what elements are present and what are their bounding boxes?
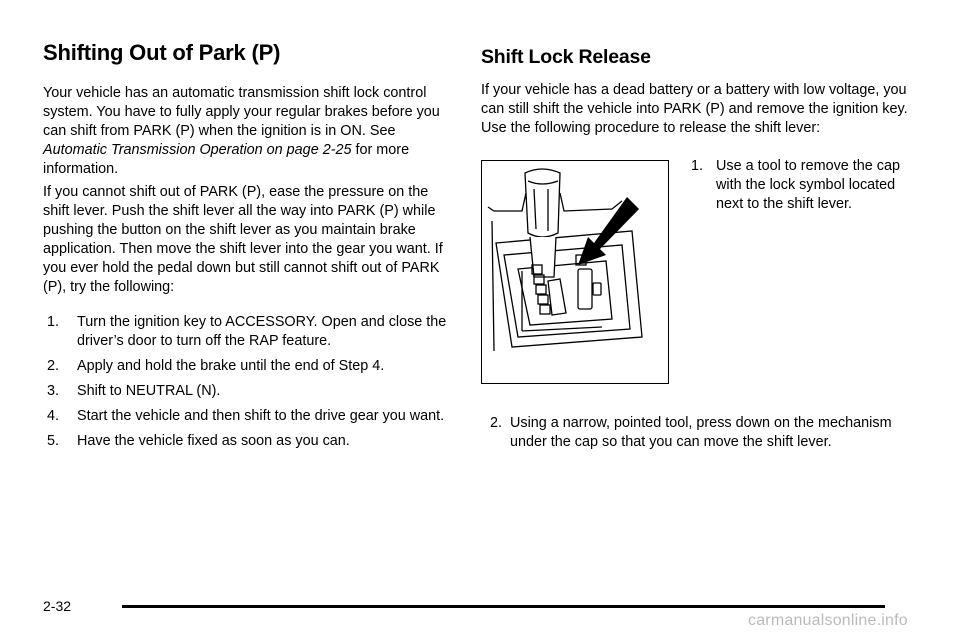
park-steps-list [43,313,453,457]
intro-text-end: for more information. [43,142,410,177]
step-number: 1. [47,314,60,330]
release-step-2 [490,414,900,452]
step-text: Apply and hold the brake until the end of Step 4. [77,358,385,374]
release-intro-paragraph: If your vehicle has a dead battery or a battery with low voltage, you can still shift the vehicle into PARK (P) and remove the ignition key. Use the following procedure to release the shift lever: [481,82,908,136]
page-number: 2-32 [43,598,72,614]
step-text: Have the vehicle fixed as soon as you can. [77,433,350,449]
list-item [43,407,453,426]
list-item [43,382,453,401]
intro-paragraph [43,84,453,179]
section-title-shifting-out-of-park: Shifting Out of Park (P) [43,40,281,65]
shift-lever-drawing [482,161,667,382]
step-number: 2. [47,358,60,374]
intro-text: Your vehicle has an automatic transmission shift lock control system. You have to fully apply your regular brakes before you can shift from PARK (P) when the ignition is in ON. See [43,85,440,139]
watermark: carmanualsonline.info [748,612,908,629]
release-step-1 [691,157,901,214]
step-text: Using a narrow, pointed tool, press down on the mechanism under the cap so that you can move the shift lever. [510,415,892,450]
step-text: Shift to NEUTRAL (N). [77,383,221,399]
footer-divider [122,605,885,608]
step-number: 1. [691,158,704,174]
step-text: Turn the ignition key to ACCESSORY. Open and close the driver’s door to turn off the RAP feature. [77,314,447,349]
list-item [43,432,453,451]
list-item [43,357,453,376]
list-item [43,313,453,351]
step-number: 3. [47,383,60,399]
step-text: Use a tool to remove the cap with the lock symbol located next to the shift lever. [716,158,900,212]
step-text: Start the vehicle and then shift to the drive gear you want. [77,408,445,424]
shift-lever-illustration [481,160,669,384]
step-number: 5. [47,433,60,449]
section-title-shift-lock-release: Shift Lock Release [481,46,651,68]
step-number: 2. [490,415,503,431]
instructions-paragraph: If you cannot shift out of PARK (P), ease the pressure on the shift lever. Push the shift lever all the way into PARK (P) while pushing the button on the shift lever as you maintain brake application. Then move the shift lever into the gear you want. If you ever hold the pedal down but still cannot shift out of PARK (P), try the following: [43,184,443,295]
step-number: 4. [47,408,60,424]
cross-reference-link[interactable]: Automatic Transmission Operation on page 2-25 [43,142,352,158]
